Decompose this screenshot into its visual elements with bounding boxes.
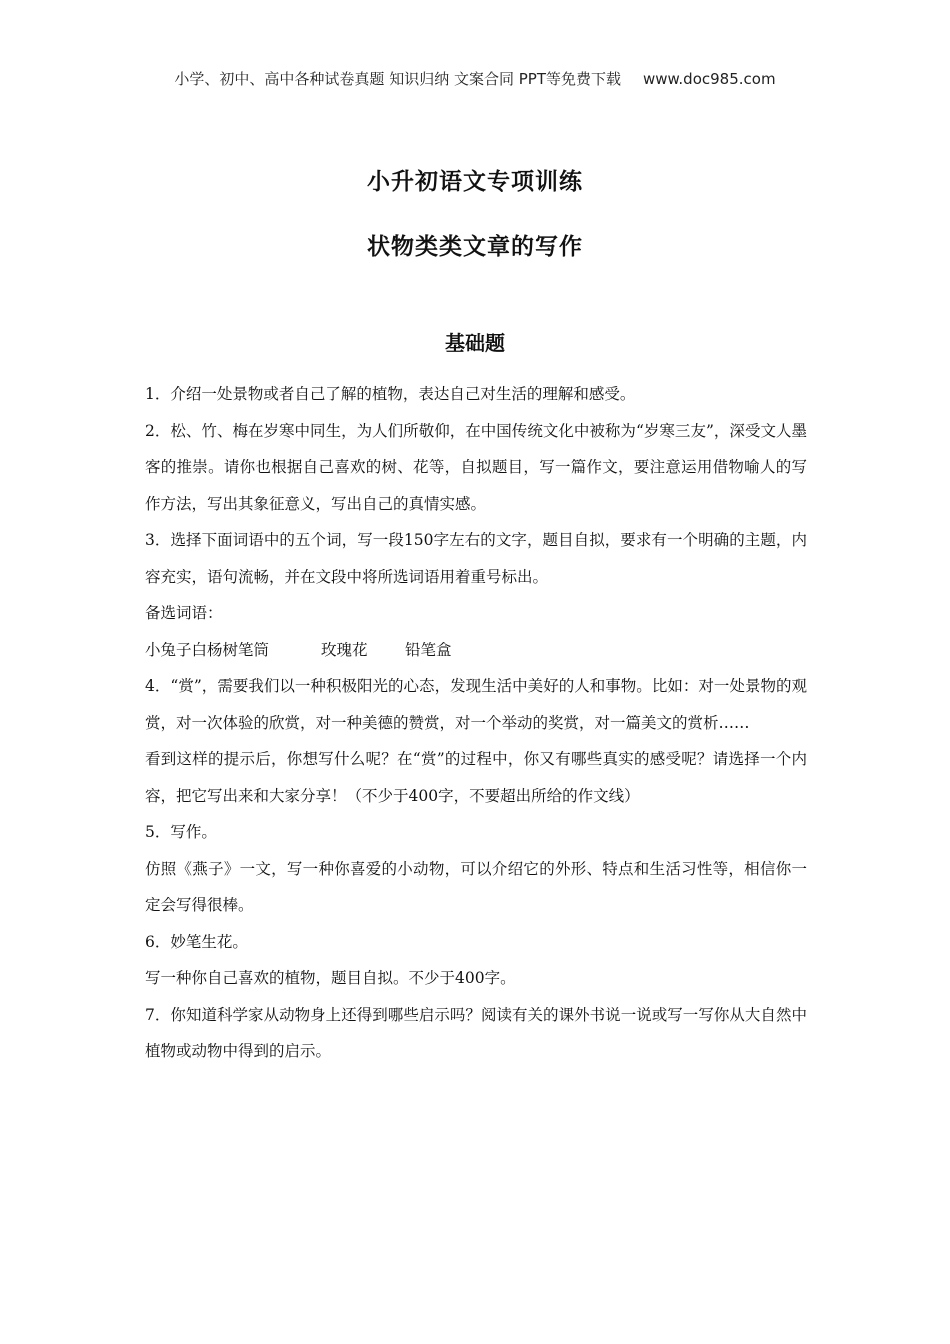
question-6-continuation: 写一种你自己喜欢的植物，题目自拟。不少于400字。 (145, 969, 516, 987)
document-title: 小升初语文专项训练 (367, 169, 583, 195)
question-4-continuation: 看到这样的提示后，你想写什么呢？在“赏”的过程中，你又有哪些真实的感受呢？请选择一个内容，把它写出来和大家分享！（不少于400字，不要超出所给的作文线） (145, 750, 807, 805)
question-6: 6．妙笔生花。 (145, 932, 248, 951)
word-bank-label: 备选词语： (145, 604, 223, 622)
question-2: 2．松、竹、梅在岁寒中同生，为人们所敬仰，在中国传统文化中被称为“岁寒三友”，深受文人墨客的推崇。请你也根据自己喜欢的树、花等，自拟题目，写一篇作文，要注意运用借物喻人的写作方法，写出其象征意义，写出自己的真情实感。 (145, 421, 807, 513)
word-bank-item: 铅笔盒 (405, 640, 452, 659)
question-list (145, 376, 807, 1070)
section-heading: 基础题 (445, 331, 505, 355)
question-3: 3．选择下面词语中的五个词，写一段150字左右的文字，题目自拟，要求有一个明确的主题，内容充实，语句流畅，并在文段中将所选词语用着重号标出。 (145, 531, 807, 586)
question-4: 4．“赏”，需要我们以一种积极阳光的心态，发现生活中美好的人和事物。比如：对一处景物的观赏，对一次体验的欣赏，对一种美德的赞赏，对一个举动的奖赏，对一篇美文的赏析…… (145, 677, 807, 732)
page-header (0, 68, 950, 89)
word-bank (145, 632, 807, 669)
word-bank-item: 玫瑰花 (321, 640, 368, 659)
question-1: 1．介绍一处景物或者自己了解的植物，表达自己对生活的理解和感受。 (145, 385, 636, 403)
word-bank-item: 小兔子白杨树笔筒 (145, 640, 270, 659)
question-7: 7．你知道科学家从动物身上还得到哪些启示吗？阅读有关的课外书说一说或写一写你从大自然中植物或动物中得到的启示。 (145, 1005, 807, 1060)
document-subtitle: 状物类类文章的写作 (367, 234, 583, 260)
header-text: 小学、初中、高中各种试卷真题 知识归纳 文案合同 PPT等免费下载 (174, 70, 621, 88)
header-url[interactable]: www.doc985.com (642, 70, 776, 88)
question-5: 5．写作。 (145, 823, 217, 841)
question-5-continuation: 仿照《燕子》一文，写一种你喜爱的小动物，可以介绍它的外形、特点和生活习性等，相信你一定会写得很棒。 (145, 859, 807, 914)
